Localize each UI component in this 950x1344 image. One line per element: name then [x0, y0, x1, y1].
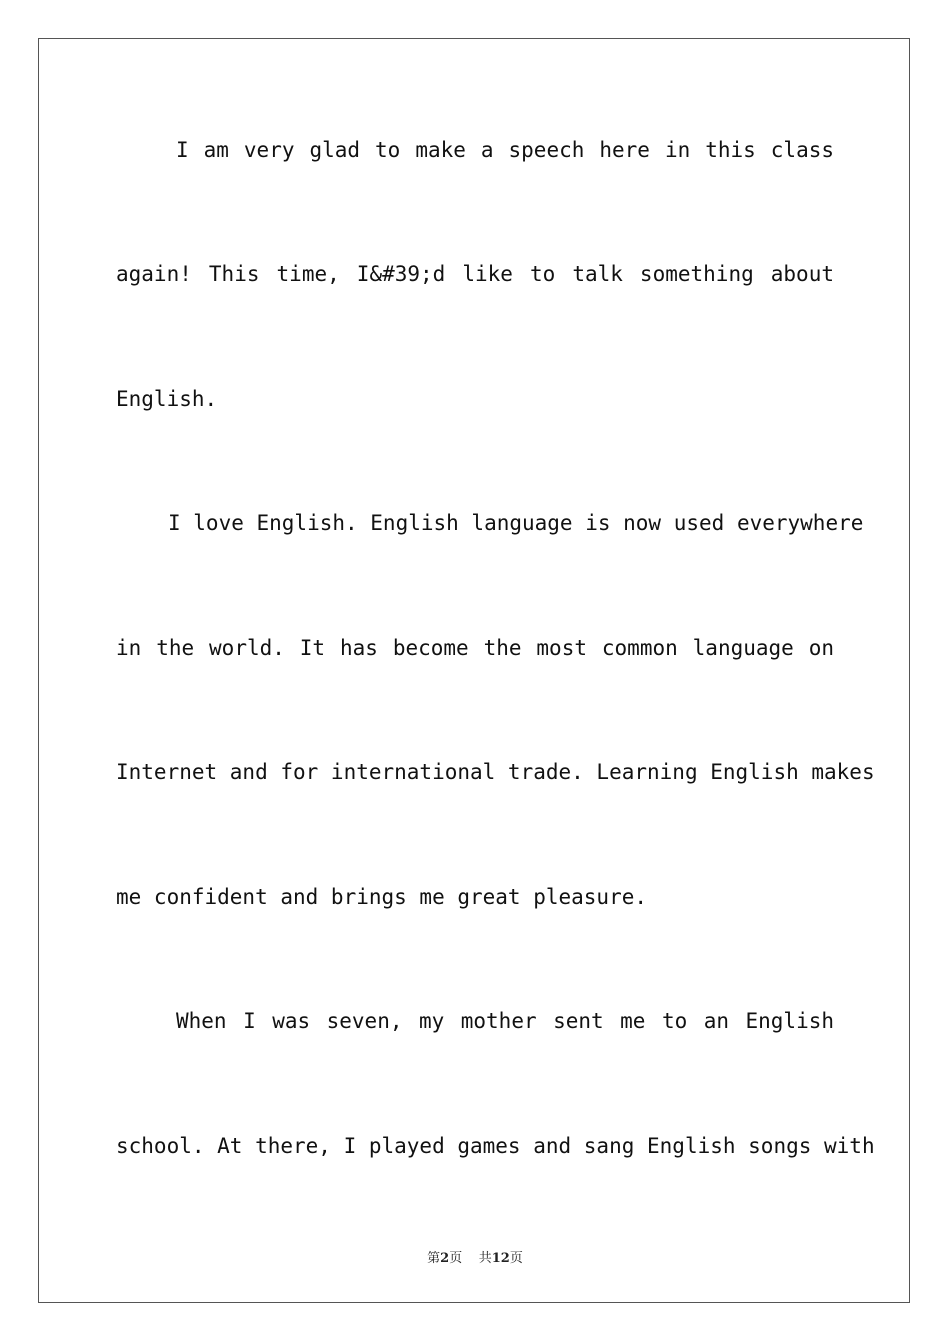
paragraph-2-line-3: Internet and for international trade. Learning English makes: [116, 760, 875, 784]
footer-page-suffix: 页: [449, 1251, 463, 1266]
paragraph-1-line-1: I am very glad to make a speech here in this class: [176, 138, 834, 162]
paragraph-3-line-1: When I was seven, my mother sent me to an English: [176, 1009, 834, 1033]
footer-total-suffix: 页: [509, 1251, 523, 1266]
paragraph-1-line-3: English.: [116, 387, 218, 411]
paragraph-2-line-2: in the world. It has become the most common language on: [116, 636, 834, 660]
page-footer: [0, 1247, 950, 1266]
paragraph-1-line-2: again! This time, I&#39;d like to talk something about: [116, 262, 834, 286]
footer-page-prefix: 第: [427, 1251, 441, 1266]
paragraph-3-line-2: school. At there, I played games and sang English songs with: [116, 1134, 875, 1158]
page-frame: [38, 38, 910, 1303]
footer-total-prefix: 共: [478, 1251, 492, 1266]
paragraph-2-line-4: me confident and brings me great pleasure.: [116, 885, 648, 909]
footer-page-total: 12: [491, 1251, 510, 1266]
footer-page-current: 2: [440, 1251, 450, 1266]
paragraph-2-line-1: I love English. English language is now used everywhere: [168, 511, 864, 535]
